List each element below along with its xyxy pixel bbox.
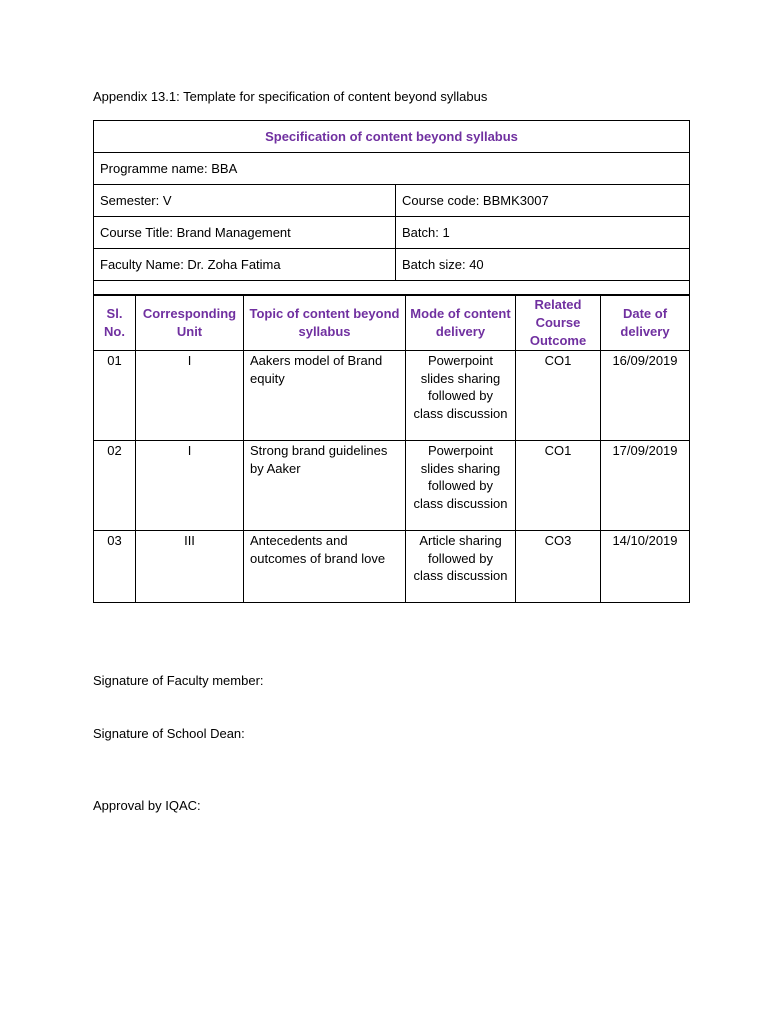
batch: Batch: 1: [396, 217, 690, 249]
faculty-signature-label: Signature of Faculty member:: [93, 673, 264, 688]
semester: Semester: V: [94, 185, 396, 217]
cell-mode: Powerpoint slides sharing followed by class discussion: [406, 351, 516, 441]
cell-topic: Aakers model of Brand equity: [244, 351, 406, 441]
iqac-approval-label: Approval by IQAC:: [93, 798, 201, 813]
spacer-row: [94, 281, 690, 295]
content-beyond-syllabus-table: [93, 295, 690, 603]
cell-outcome: CO1: [516, 441, 601, 531]
course-title: Course Title: Brand Management: [94, 217, 396, 249]
cell-topic: Antecedents and outcomes of brand love: [244, 531, 406, 603]
cell-unit: I: [136, 441, 244, 531]
header-corresponding-unit: Corresponding Unit: [136, 296, 244, 351]
cell-outcome: CO3: [516, 531, 601, 603]
table-row: [94, 351, 690, 441]
cell-date: 14/10/2019: [601, 531, 690, 603]
cell-date: 16/09/2019: [601, 351, 690, 441]
table-row: [94, 441, 690, 531]
cell-unit: III: [136, 531, 244, 603]
document-caption: Appendix 13.1: Template for specification of content beyond syllabus: [93, 89, 488, 104]
cell-outcome: CO1: [516, 351, 601, 441]
header-topic: Topic of content beyond syllabus: [244, 296, 406, 351]
faculty-name: Faculty Name: Dr. Zoha Fatima: [94, 249, 396, 281]
cell-mode: Powerpoint slides sharing followed by class discussion: [406, 441, 516, 531]
course-info-table: [93, 120, 690, 295]
specification-title: Specification of content beyond syllabus: [94, 121, 690, 153]
table-header-row: [94, 296, 690, 351]
programme-name: Programme name: BBA: [94, 153, 690, 185]
cell-topic: Strong brand guidelines by Aaker: [244, 441, 406, 531]
cell-mode: Article sharing followed by class discussion: [406, 531, 516, 603]
header-sl-no: Sl. No.: [94, 296, 136, 351]
cell-date: 17/09/2019: [601, 441, 690, 531]
cell-sl-no: 03: [94, 531, 136, 603]
course-code: Course code: BBMK3007: [396, 185, 690, 217]
cell-unit: I: [136, 351, 244, 441]
cell-sl-no: 01: [94, 351, 136, 441]
table-row: [94, 531, 690, 603]
dean-signature-label: Signature of School Dean:: [93, 726, 245, 741]
cell-sl-no: 02: [94, 441, 136, 531]
header-mode-of-delivery: Mode of content delivery: [406, 296, 516, 351]
batch-size: Batch size: 40: [396, 249, 690, 281]
header-related-outcome: Related Course Outcome: [516, 296, 601, 351]
header-date-of-delivery: Date of delivery: [601, 296, 690, 351]
